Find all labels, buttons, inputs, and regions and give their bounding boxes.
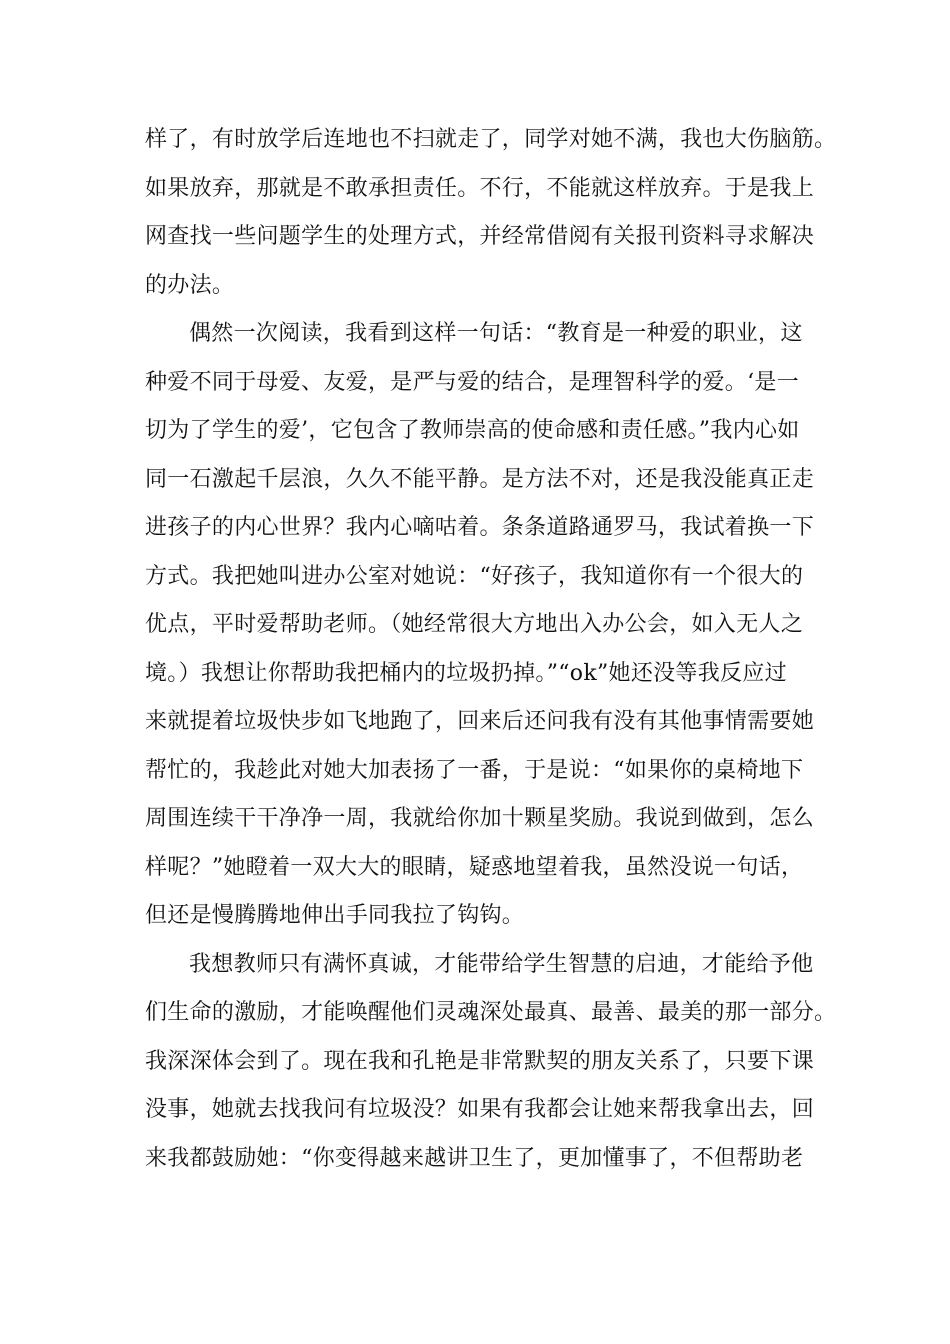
- text-line: 同一石激起千层浪，久久不能平静。是方法不对，还是我没能真正走: [145, 466, 815, 492]
- text-line: 们生命的激励，才能唤醒他们灵魂深处最真、最善、最美的那一部分。: [145, 1000, 837, 1025]
- text-line: 我想教师只有满怀真诚，才能带给学生智慧的启迪，才能给予他: [189, 951, 814, 977]
- paragraph-3: [145, 941, 837, 1184]
- text-line: 网查找一些问题学生的处理方式，并经常借阅有关报刊资料寻求解决: [145, 224, 815, 249]
- text-line: 如果放弃，那就是不敢承担责任。不行，不能就这样放弃。于是我上: [145, 175, 815, 201]
- text-line: 的办法。: [145, 272, 235, 298]
- text-line: 来我都鼓励她：“你变得越来越讲卫生了，更加懂事了，不但帮助老: [145, 1145, 804, 1171]
- text-line: 没事，她就去找我问有垃圾没？如果有我都会让她来帮我拿出去，回: [145, 1097, 815, 1122]
- text-line: 但还是慢腾腾地伸出手同我拉了钩钩。: [145, 903, 525, 928]
- text-line: 种爱不同于母爱、友爱，是严与爱的结合，是理智科学的爱。‘是一: [145, 369, 799, 395]
- text-line: 方式。我把她叫进办公室对她说：“好孩子，我知道你有一个很大的: [145, 563, 804, 589]
- text-line: 来就提着垃圾快步如飞地跑了，回来后还问我有没有其他事情需要她: [145, 709, 815, 734]
- text-line: 切为了学生的爱’，它包含了教师崇高的使命感和责任感。”我内心如: [145, 418, 800, 443]
- text-line: 境。）我想让你帮助我把桶内的垃圾扔掉。”“ok”她还没等我反应过: [145, 660, 787, 686]
- text-line: 偶然一次阅读，我看到这样一句话：“教育是一种爱的职业，这: [189, 321, 803, 346]
- text-line: 样呢？”她瞪着一双大大的眼睛，疑惑地望着我，虽然没说一句话，: [145, 854, 804, 880]
- text-line: 帮忙的，我趁此对她大加表扬了一番，于是说：“如果你的桌椅地下: [145, 757, 804, 783]
- text-line: 优点，平时爱帮助老师。（她经常很大方地出入办公会，如入无人之: [145, 612, 804, 637]
- document-body: [145, 116, 837, 1183]
- text-line: 进孩子的内心世界？我内心嘀咕着。条条道路通罗马，我试着换一下: [145, 515, 815, 540]
- paragraph-2: [145, 310, 815, 941]
- text-line: 周围连续干干净净一周，我就给你加十颗星奖励。我说到做到，怎么: [145, 806, 815, 831]
- text-line: 我深深体会到了。现在我和孔艳是非常默契的朋友关系了，只要下课: [145, 1048, 815, 1074]
- text-line: 样了，有时放学后连地也不扫就走了，同学对她不满，我也大伤脑筋。: [145, 127, 837, 152]
- paragraph-1: [145, 116, 837, 310]
